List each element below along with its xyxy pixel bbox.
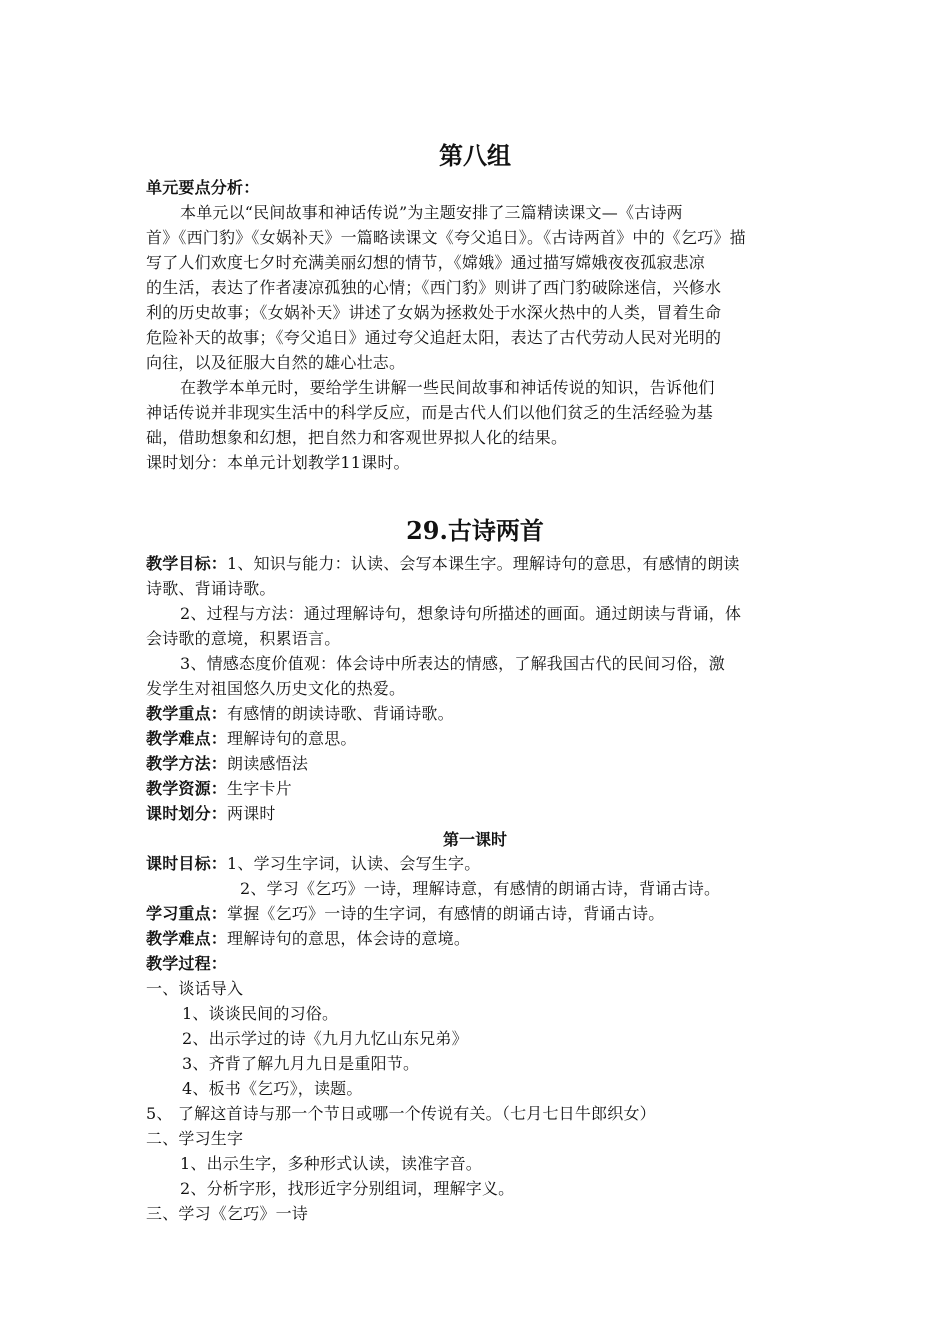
key-points-row bbox=[146, 702, 816, 726]
study-key-label: 学习重点： bbox=[146, 904, 228, 923]
process-item: 三、学习《乞巧》一诗 bbox=[146, 1204, 309, 1223]
group-title: 第八组 bbox=[439, 141, 511, 170]
key-points-value: 有感情的朗读诗歌、背诵诗歌。 bbox=[227, 704, 454, 723]
process-item: 二、学习生字 bbox=[146, 1129, 244, 1148]
period-goal-row bbox=[146, 852, 816, 876]
lesson-title: 29.古诗两首 bbox=[406, 516, 544, 545]
unit-analysis-line: 本单元以“民间故事和神话传说”为主题安排了三篇精读课文—《古诗两 bbox=[180, 203, 683, 222]
resources-row bbox=[146, 777, 816, 801]
objectives-line: 会诗歌的意境，积累语言。 bbox=[146, 629, 341, 648]
unit-analysis-label: 单元要点分析： bbox=[146, 178, 260, 197]
process-item: 5、 了解这首诗与那一个节日或哪一个传说有关。（七月七日牛郎织女） bbox=[146, 1104, 656, 1123]
study-key-value: 掌握《乞巧》一诗的生字词，有感情的朗诵古诗，背诵古诗。 bbox=[227, 904, 665, 923]
period-difficulty-row bbox=[146, 927, 816, 951]
unit-analysis-line: 利的历史故事；《女娲补天》讲述了女娲为拯救处于水深火热中的人类，冒着生命 bbox=[146, 303, 722, 322]
unit-analysis-line: 在教学本单元时，要给学生讲解一些民间故事和神话传说的知识，告诉他们 bbox=[180, 378, 715, 397]
process-item: 一、谈话导入 bbox=[146, 979, 244, 998]
objectives-line: 3、情感态度价值观：体会诗中所表达的情感，了解我国古代的民间习俗，激 bbox=[180, 654, 725, 673]
process-label: 教学过程： bbox=[146, 954, 228, 973]
unit-period-plan: 课时划分：本单元计划教学11课时。 bbox=[146, 453, 410, 472]
method-value: 朗读感悟法 bbox=[227, 754, 309, 773]
period-difficulty-label: 教学难点： bbox=[146, 929, 228, 948]
resources-label: 教学资源： bbox=[146, 779, 228, 798]
unit-analysis-line: 的生活，表达了作者凄凉孤独的心情；《西门豹》则讲了西门豹破除迷信，兴修水 bbox=[146, 278, 722, 297]
objectives-line bbox=[146, 552, 816, 576]
unit-analysis-line: 础，借助想象和幻想，把自然力和客观世界拟人化的结果。 bbox=[146, 428, 568, 447]
process-item: 1、出示生字，多种形式认读，读准字音。 bbox=[180, 1154, 482, 1173]
process-item: 3、齐背了解九月九日是重阳节。 bbox=[182, 1054, 420, 1073]
periods-label: 课时划分： bbox=[146, 804, 228, 823]
period-goal-2: 2、学习《乞巧》一诗，理解诗意，有感情的朗诵古诗，背诵古诗。 bbox=[240, 879, 721, 898]
period-goal-1: 1、学习生字词，认读、会写生字。 bbox=[227, 854, 481, 873]
unit-analysis-line: 危险补天的故事；《夸父追日》通过夸父追赶太阳，表达了古代劳动人民对光明的 bbox=[146, 328, 722, 347]
period-goal-label: 课时目标： bbox=[146, 854, 228, 873]
period-difficulty-value: 理解诗句的意思，体会诗的意境。 bbox=[227, 929, 471, 948]
difficulty-label: 教学难点： bbox=[146, 729, 228, 748]
difficulty-row bbox=[146, 727, 816, 751]
unit-analysis-line: 神话传说并非现实生活中的科学反应，而是古代人们以他们贫乏的生活经验为基 bbox=[146, 403, 714, 422]
method-row bbox=[146, 752, 816, 776]
process-item: 4、板书《乞巧》，读题。 bbox=[182, 1079, 363, 1098]
unit-analysis-line: 首》《西门豹》《女娲补天》一篇略读课文《夸父追日》。《古诗两首》中的《乞巧》描 bbox=[146, 228, 746, 247]
objectives-text: 1、知识与能力：认读、会写本课生字。理解诗句的意思，有感情的朗读 bbox=[227, 554, 740, 573]
difficulty-value: 理解诗句的意思。 bbox=[227, 729, 357, 748]
key-points-label: 教学重点： bbox=[146, 704, 228, 723]
unit-analysis-line: 写了人们欢度七夕时充满美丽幻想的情节，《嫦娥》通过描写嫦娥夜夜孤寂悲凉 bbox=[146, 253, 706, 272]
periods-row bbox=[146, 802, 816, 826]
resources-value: 生字卡片 bbox=[227, 779, 292, 798]
process-item: 2、出示学过的诗《九月九忆山东兄弟》 bbox=[182, 1029, 468, 1048]
objectives-label: 教学目标： bbox=[146, 554, 228, 573]
study-key-row bbox=[146, 902, 816, 926]
periods-value: 两课时 bbox=[227, 804, 276, 823]
unit-analysis-line: 向往，以及征服大自然的雄心壮志。 bbox=[146, 353, 406, 372]
first-period-title: 第一课时 bbox=[442, 830, 507, 849]
process-item: 1、谈谈民间的习俗。 bbox=[182, 1004, 339, 1023]
objectives-line: 发学生对祖国悠久历史文化的热爱。 bbox=[146, 679, 406, 698]
method-label: 教学方法： bbox=[146, 754, 228, 773]
objectives-line: 诗歌、背诵诗歌。 bbox=[146, 579, 276, 598]
process-item: 2、分析字形，找形近字分别组词，理解字义。 bbox=[180, 1179, 515, 1198]
objectives-line: 2、过程与方法：通过理解诗句，想象诗句所描述的画面。通过朗读与背诵，体 bbox=[180, 604, 742, 623]
